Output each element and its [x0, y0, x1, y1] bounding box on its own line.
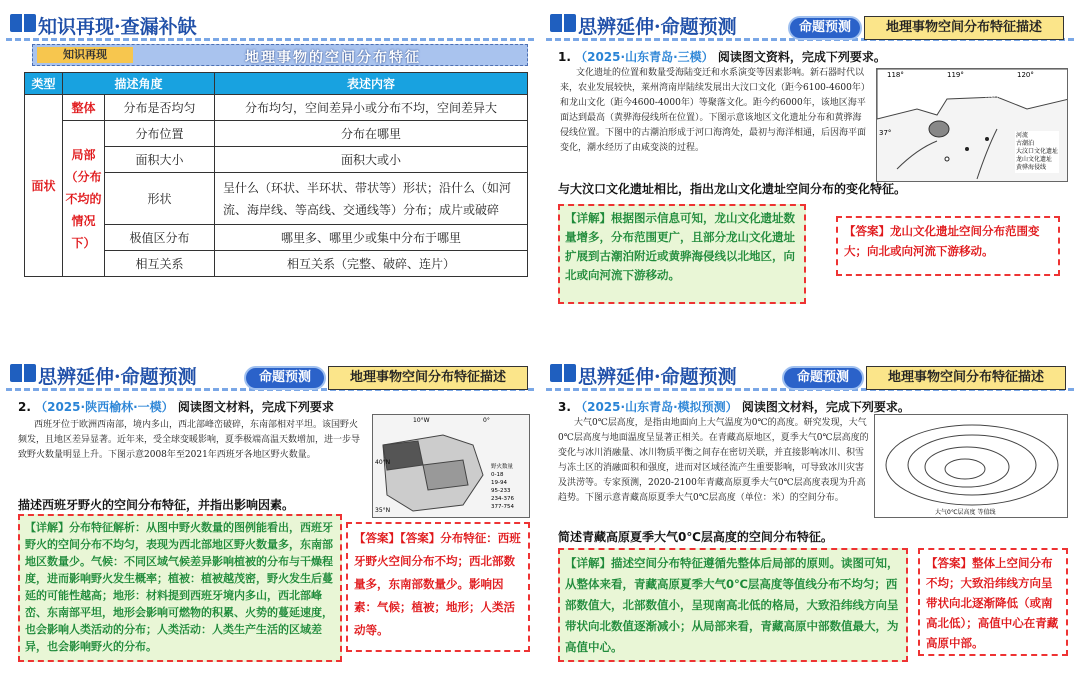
- panel-knowledge-review: [6, 8, 534, 338]
- explanation-box: 【详解】分布特征解析：从图中野火数量的图例能看出，西班牙野火的空间分布不均匀，表现为西北部地区野火数量多，东南部地区数量少。气候：不同区域气候差异影响植被的分布与干燥程度，进而影响野火发生概率；植被：植被越茂密，野火发生后蔓延的可能性越高；地形：材料提到西班牙境内多山，西北部峰峦、东南部平坦，地形会影响可燃物的积累、火势的蔓延速度，也会影响人类活动的分布；人类活动：人类生产生活的区域差异，也会影响野火的分布。: [18, 514, 342, 662]
- legend-item: 黄骅海侵线: [1016, 164, 1047, 171]
- question-prompt: 简述青藏高原夏季大气0℃层高度的空间分布特征。: [558, 530, 833, 544]
- material-text: 文化遗址的位置和数量受海陆变迁和水系演变等因素影响。新石器时代以来，农业发展较快，莱州湾南岸陆续发展出大汶口文化（距今6100-4600年）和龙山文化（距今4600-4000年）等聚落文化。距今约6000年，该地区海平面达到最高（黄骅海侵线所在位置）。下图示意该地区文化遗址分布和黄骅海侵线位置。下图中的古潮泊形成于河口海湾处，最初与海洋相通，后因海平面变化，潮水经历了由咸变淡的过程。: [560, 68, 870, 153]
- legend-item: 古潮泊: [1016, 140, 1035, 147]
- content-cell: 分布在哪里: [215, 121, 528, 147]
- angle-cell: 面积大小: [105, 147, 215, 173]
- prediction-pill: 命题预测: [788, 16, 862, 40]
- table-header: 类型: [25, 73, 63, 95]
- question-title: [558, 398, 1068, 415]
- legend-item: 龙山文化遗址: [1016, 156, 1053, 163]
- legend-item: 河流: [1016, 132, 1029, 139]
- map-label: 莱州湾: [985, 90, 1009, 99]
- legend-item: 377-754: [491, 504, 514, 510]
- overall-cell: 整体: [63, 95, 105, 121]
- legend-item: 95-233: [491, 488, 511, 494]
- question-source: （2025·山东青岛·模拟预测）: [575, 400, 738, 414]
- answer-box: 【答案】【答案】分布特征：西班牙野火空间分布不均；西北部数量多，东南部数量少。影响因素：气候；植被；地形；人类活动等。: [346, 522, 530, 652]
- type-cell: 面状: [25, 95, 63, 277]
- map-label: 10°W: [413, 417, 430, 424]
- map-label: 37°: [879, 129, 892, 137]
- prediction-pill: 命题预测: [782, 366, 864, 390]
- local-cell: 局部（分布不均的情况下）: [63, 121, 105, 277]
- table-header: 表述内容: [215, 73, 528, 95]
- legend-item: 大气0℃层高度: [935, 509, 976, 516]
- explanation-box: 【详解】根据图示信息可知，龙山文化遗址数量增多，分布范围更广，且部分龙山文化遗址扩展到古潮泊附近或黄骅海侵线以北地区，向北或向河流下游移动。: [558, 204, 806, 304]
- question-source: （2025·山东青岛·三模）: [575, 50, 714, 64]
- angle-cell: 分布是否均匀: [105, 95, 215, 121]
- feature-table: [24, 72, 528, 277]
- panel-question-2: [6, 358, 534, 688]
- topic-box: 地理事物空间分布特征描述: [866, 366, 1066, 390]
- map-legend: [1015, 131, 1059, 173]
- map-label: 118°: [887, 71, 904, 79]
- table-header: 描述角度: [63, 73, 215, 95]
- legend-item: 大汶口文化遗址: [1016, 148, 1059, 155]
- question-source: （2025·陕西榆林·一模）: [35, 400, 174, 414]
- book-icon: [10, 14, 36, 32]
- material-text: 大气0℃层高度，是指由地面向上大气温度为0℃的高度。研究发现，大气0℃层高度与地面温度呈显著正相关。在青藏高原地区，夏季大气0℃层高度的变化与冰川消融量、冰川物质平衡之间存在密切关联，并直接影响冰川、积雪与冻土区的消融面积和强度，进而对区域径流产生重要影响，可导致冰川灾害及洪涝等。专家预测，2020-2100年青藏高原夏季大气0℃层高度表现为升高趋势。下图示意青藏高原夏季大气0℃层高度（单位：米）的空间分布。: [558, 418, 869, 503]
- map-label: 119°: [947, 71, 964, 79]
- map-legend: [491, 463, 514, 511]
- legend-item: 等值线: [977, 509, 996, 516]
- content-cell: 哪里多、哪里少或集中分布于哪里: [215, 225, 528, 251]
- question-title: [18, 398, 528, 415]
- angle-cell: 极值区分布: [105, 225, 215, 251]
- content-cell: 面积大或小: [215, 147, 528, 173]
- legend-item: 234-376: [491, 496, 514, 502]
- book-icon: [10, 364, 36, 382]
- explanation-box: 【详解】描述空间分布特征遵循先整体后局部的原则。读图可知，从整体来看，青藏高原夏季大气0℃层高度等值线分布不均匀；西部数值大，北部数值小，呈现南高北低的格局，大致沿纬线方向呈带状向北数值逐渐减小；从局部来看，青藏高原中部数值最大，为高值中心。: [558, 548, 908, 662]
- topic-box: 地理事物空间分布特征描述: [864, 16, 1064, 40]
- site-map: [876, 68, 1068, 182]
- map-label: 40°N: [375, 459, 391, 466]
- question-number: 1.: [558, 50, 571, 64]
- prediction-pill: 命题预测: [244, 366, 326, 390]
- panel-question-3: [546, 358, 1074, 688]
- topic-bar: [32, 44, 528, 66]
- topic-tag: 知识再现: [37, 47, 133, 63]
- content-cell: 分布均匀，空间差异小或分布不均，空间差异大: [215, 95, 528, 121]
- map-label: 0°: [483, 417, 490, 424]
- question-lead: 阅读图文材料，完成下列要求: [177, 400, 334, 414]
- map-label: 35°N: [375, 507, 391, 514]
- angle-cell: 相互关系: [105, 251, 215, 277]
- header-underline: [6, 38, 534, 41]
- content-cell: 呈什么（环状、半环状、带状等）形状；沿什么（如河流、海岸线、等高线、交通线等）分布；成片或破碎: [215, 173, 528, 225]
- content-cell: 相互关系（完整、破碎、连片）: [215, 251, 528, 277]
- topic-title: 地理事物的空间分布特征: [245, 50, 421, 66]
- question-title: [558, 48, 1068, 65]
- legend-item: 0-18: [491, 472, 504, 478]
- book-icon: [550, 364, 576, 382]
- panel-title: 思辨延伸·命题预测: [578, 366, 737, 388]
- panel-title: 思辨延伸·命题预测: [578, 16, 737, 38]
- map-legend: [935, 507, 996, 516]
- answer-box: 【答案】龙山文化遗址空间分布范围变大；向北或向河流下游移动。: [836, 216, 1060, 276]
- book-icon: [550, 14, 576, 32]
- spain-map: [372, 414, 530, 518]
- answer-box: 【答案】整体上空间分布不均；大致沿纬线方向呈带状向北逐渐降低（或南高北低）；高值中心在青藏高原中部。: [918, 548, 1068, 656]
- question-number: 3.: [558, 400, 571, 414]
- panel-header: [6, 8, 534, 42]
- contour-map: [874, 414, 1068, 518]
- angle-cell: 形状: [105, 173, 215, 225]
- legend-item: 19-94: [491, 480, 507, 486]
- question-prompt: 与大汶口文化遗址相比，指出龙山文化遗址空间分布的变化特征。: [558, 182, 907, 196]
- question-number: 2.: [18, 400, 31, 414]
- question-prompt: 描述西班牙野火的空间分布特征，并指出影响因素。: [18, 498, 295, 512]
- legend-title: 野火数量: [491, 464, 514, 470]
- panel-title: 思辨延伸·命题预测: [38, 366, 197, 388]
- panel-question-1: [546, 8, 1074, 338]
- map-label: 120°: [1017, 71, 1034, 79]
- material-text: 西班牙位于欧洲西南部，境内多山，西北部峰峦破碎，东南部相对平坦。该国野火频发，且地区差异显著。近年来，受全球变暖影响，夏季极端高温天数增加，进一步导致野火数量明显上升。下图示意2008年至2021年西班牙各地区野火数量。: [18, 420, 361, 460]
- question-lead: 阅读图文资料，完成下列要求。: [717, 50, 886, 64]
- topic-box: 地理事物空间分布特征描述: [328, 366, 528, 390]
- panel-title: 知识再现·查漏补缺: [38, 16, 197, 38]
- question-lead: 阅读图文材料，完成下列要求。: [741, 400, 910, 414]
- angle-cell: 分布位置: [105, 121, 215, 147]
